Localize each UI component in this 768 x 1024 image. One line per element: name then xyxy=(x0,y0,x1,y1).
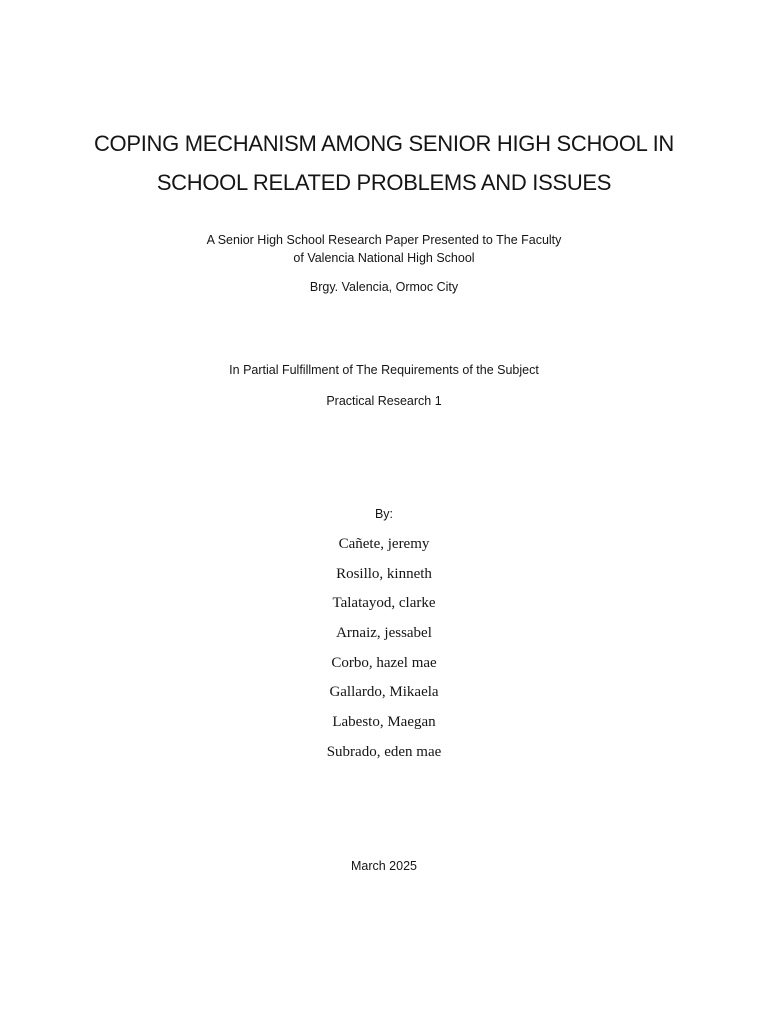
document-date: March 2025 xyxy=(350,859,417,873)
author-name: Talatayod, clarke xyxy=(332,595,436,612)
document-title-line-1: COPING MECHANISM AMONG SENIOR HIGH SCHOOL IN xyxy=(93,131,675,156)
subtitle-line-1: A Senior High School Research Paper Presented to The Faculty xyxy=(206,233,562,247)
subject-name: Practical Research 1 xyxy=(326,394,442,408)
author-list xyxy=(0,534,768,772)
school-location: Brgy. Valencia, Ormoc City xyxy=(309,280,459,294)
author-name: Cañete, jeremy xyxy=(338,536,430,552)
subtitle-line-2: of Valencia National High School xyxy=(293,251,475,265)
author-name: Rosillo, kinneth xyxy=(336,565,432,582)
author-name: Corbo, hazel mae xyxy=(331,654,437,671)
author-name: Subrado, eden mae xyxy=(326,743,442,760)
author-name: Labesto, Maegan xyxy=(332,714,436,731)
author-name: Arnaiz, jessabel xyxy=(336,625,432,642)
by-label: By: xyxy=(374,507,394,521)
author-name: Gallardo, Mikaela xyxy=(329,684,439,701)
fulfillment-statement: In Partial Fulfillment of The Requirements of the Subject xyxy=(229,363,539,377)
document-title-line-2: SCHOOL RELATED PROBLEMS AND ISSUES xyxy=(156,170,612,195)
